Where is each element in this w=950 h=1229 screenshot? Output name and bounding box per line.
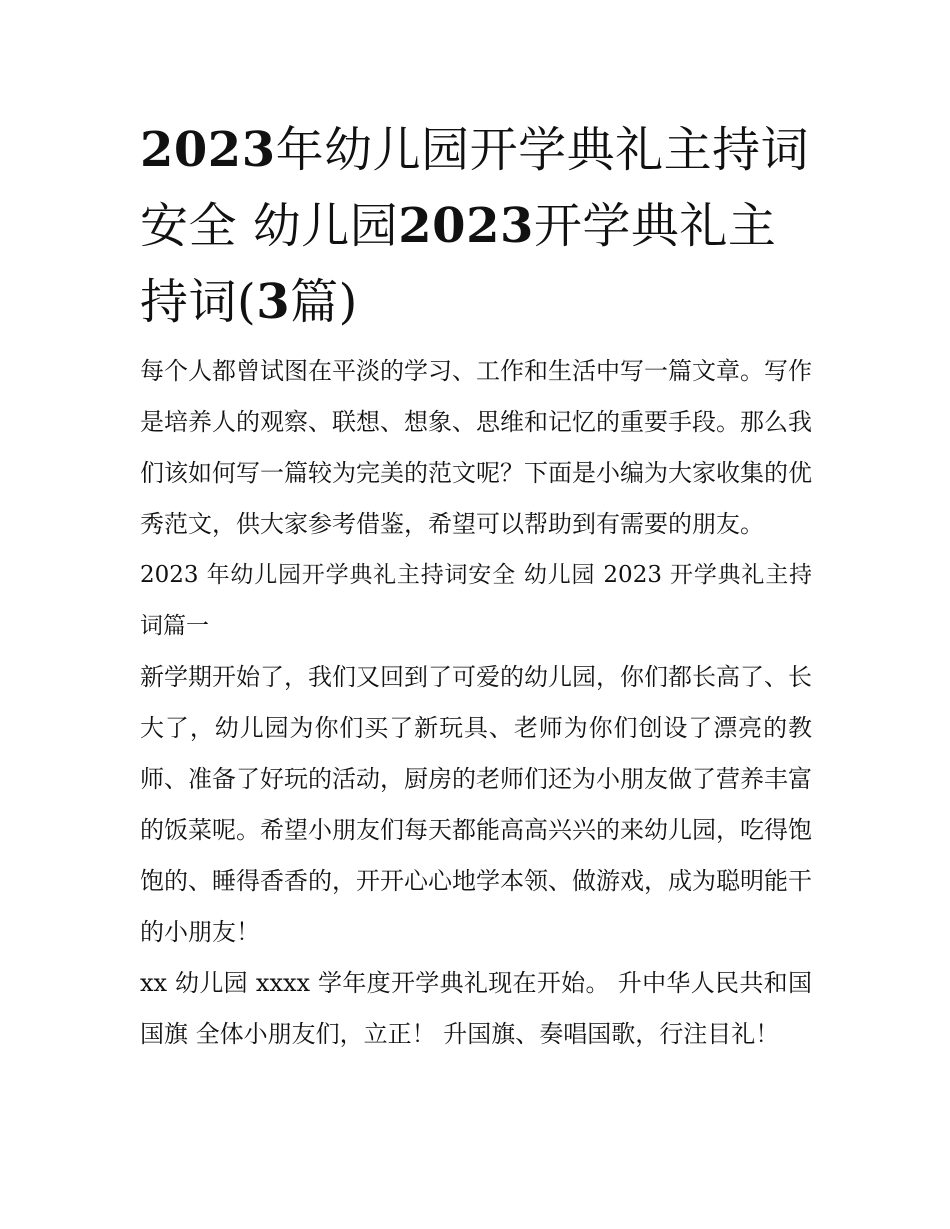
title-count: 3 (256, 274, 291, 330)
title-text-1: 年幼儿园开学典礼主持词安全 幼儿园 (140, 122, 810, 254)
title-year: 2023 (140, 122, 276, 178)
intro-paragraph: 每个人都曾试图在平淡的学习、工作和生活中写一篇文章。写作是培养人的观察、联想、想象、思维和记忆的重要手段。那么我们该如何写一篇较为完美的范文呢？下面是小编为大家收集的优秀范文，供大家参考借鉴，希望可以帮助到有需要的朋友。 (140, 357, 812, 538)
body-paragraph-2: xx 幼儿园 xxxx 学年度开学典礼现在开始。 升中华人民共和国国旗 全体小朋友们，立正！ 升国旗、奏唱国歌，行注目礼！ (140, 969, 812, 1048)
document-page (140, 112, 812, 1060)
title-text-2: 开学典礼主持词( (140, 198, 777, 330)
body-paragraph-1: 新学期开始了，我们又回到了可爱的幼儿园，你们都长高了、长大了，幼儿园为你们买了新玩具、老师为你们创设了漂亮的教师、准备了好玩的活动，厨房的老师们还为小朋友做了营养丰富的饭菜呢。希望小朋友们每天都能高高兴兴的来幼儿园，吃得饱饱的、睡得香香的，开开心心地学本领、做游戏，成为聪明能干的小朋友！ (140, 663, 812, 946)
title-text-3: 篇) (290, 274, 358, 330)
section-heading: 2023 年幼儿园开学典礼主持词安全 幼儿园 2023 开学典礼主持词篇一 (140, 562, 812, 639)
title-year-2: 2023 (398, 198, 534, 254)
document-title (140, 112, 812, 340)
